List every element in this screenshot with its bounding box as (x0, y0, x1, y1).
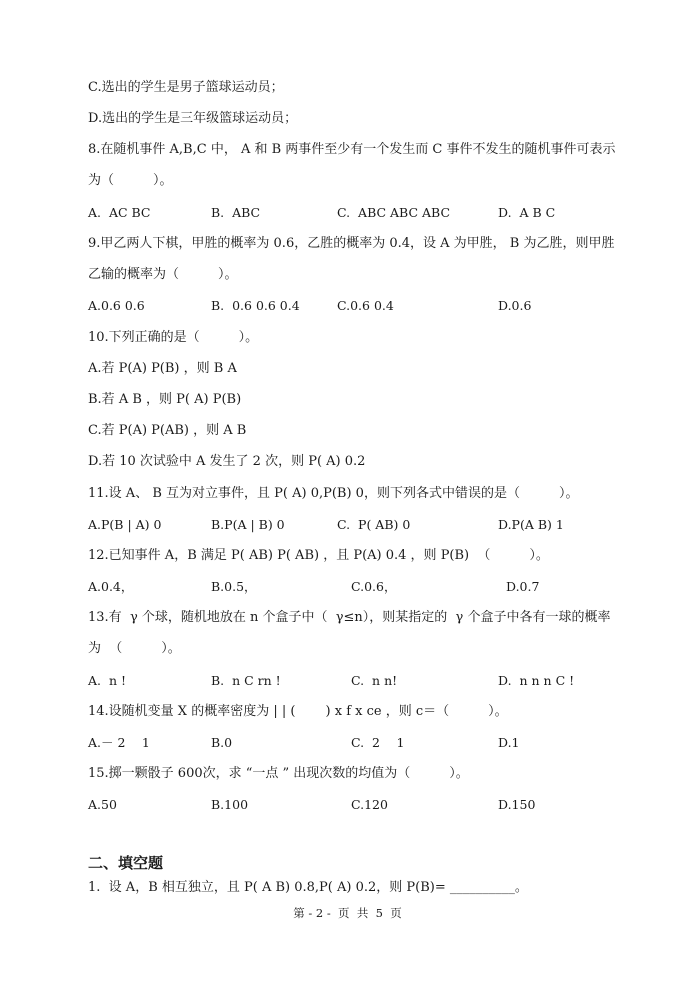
q14-option-d: D.1 (498, 735, 520, 750)
q8-option-a: A. AC BC (88, 205, 151, 220)
q10-option-b: B.若 A B ，则 P( A) P(B) (88, 392, 242, 407)
q11-option-a: A.P(B | A) 0 (88, 517, 162, 532)
q9-option-c: C.0.6 0.4 (337, 298, 394, 313)
question-9-stem-cont: 乙输的概率为（ ）。 (88, 267, 238, 282)
q9-option-a: A.0.6 0.6 (88, 298, 145, 313)
q15-option-a: A.50 (88, 797, 117, 812)
q11-option-c: C. P( AB) 0 (337, 517, 411, 532)
q12-option-d: D.0.7 (506, 579, 540, 594)
q13-option-d: D. n n n C ! (498, 673, 575, 688)
q11-option-d: D.P(A B) 1 (498, 517, 564, 532)
section-heading-fill-in: 二、填空题 (88, 854, 164, 872)
q12-option-b: B.0.5， (211, 579, 257, 594)
q12-option-a: A.0.4， (88, 579, 134, 594)
q8-option-b: B. ABC (211, 205, 261, 220)
q14-option-b: B.0 (211, 735, 233, 750)
question-13-options (88, 673, 648, 689)
q15-option-c: C.120 (351, 797, 388, 812)
question-12-options (88, 579, 648, 595)
option-d-text: D.选出的学生是三年级篮球运动员； (88, 111, 298, 126)
q10-option-c: C.若 P(A) P(AB) ，则 A B (88, 423, 247, 438)
fill-in-question-1: 1. 设 A，B 相互独立，且 P( A B) 0.8,P( A) 0.2，则 P(B)= __________。 (88, 880, 528, 895)
option-c-text: C.选出的学生是男子篮球运动员； (88, 80, 284, 95)
q13-option-a: A. n ! (88, 673, 126, 688)
question-13-stem: 13.有 γ 个球，随机地放在 n 个盒子中（ γ≤n），则某指定的 γ 个盒子中各有一球的概率 (88, 610, 611, 625)
question-14-options (88, 735, 648, 751)
q10-option-a: A.若 P(A) P(B) ，则 B A (88, 361, 237, 376)
question-10-stem: 10.下列正确的是（ ）。 (88, 330, 259, 345)
question-13-stem-cont: 为 （ ）。 (88, 641, 181, 656)
question-9-stem: 9.甲乙两人下棋，甲胜的概率为 0.6，乙胜的概率为 0.4，设 A 为甲胜， B 为乙胜，则甲胜 (88, 236, 615, 251)
q12-option-c: C.0.6， (351, 579, 397, 594)
question-11-options (88, 517, 648, 533)
question-9-options (88, 298, 648, 314)
q9-option-d: D.0.6 (498, 298, 532, 313)
q13-option-c: C. n n! (351, 673, 398, 688)
question-8-stem: 8.在随机事件 A,B,C 中， A 和 B 两事件至少有一个发生而 C 事件不发生的随机事件可表示 (88, 142, 616, 157)
q8-option-d: D. A B C (498, 205, 556, 220)
q15-option-d: D.150 (498, 797, 536, 812)
question-12-stem: 12.已知事件 A，B 满足 P( AB) P( AB) ，且 P(A) 0.4 ，则 P(B) （ ）。 (88, 548, 549, 563)
q15-option-b: B.100 (211, 797, 249, 812)
question-8-stem-cont: 为（ ）。 (88, 173, 173, 188)
q11-option-b: B.P(A | B) 0 (211, 517, 285, 532)
question-14-stem: 14.设随机变量 X 的概率密度为 | | ( ) x f x ce ，则 c＝（ ）。 (88, 704, 508, 719)
q13-option-b: B. n C rn ! (211, 673, 281, 688)
question-8-options (88, 205, 648, 221)
q14-option-a: A.－ 2 1 (88, 735, 150, 750)
q14-option-c: C. 2 1 (351, 735, 405, 750)
question-15-options (88, 797, 648, 813)
question-15-stem: 15.掷一颗骰子 600次，求 “一点 ” 出现次数的均值为（ ）。 (88, 766, 469, 781)
q10-option-d: D.若 10 次试验中 A 发生了 2 次，则 P( A) 0.2 (88, 454, 366, 469)
q9-option-b: B. 0.6 0.6 0.4 (211, 298, 300, 313)
q8-option-c: C. ABC ABC ABC (337, 205, 451, 220)
question-11-stem: 11.设 A、 B 互为对立事件，且 P( A) 0,P(B) 0，则下列各式中错误的是（ ）。 (88, 486, 579, 501)
page-footer: 第 - 2 - 页 共 5 页 (293, 906, 402, 920)
